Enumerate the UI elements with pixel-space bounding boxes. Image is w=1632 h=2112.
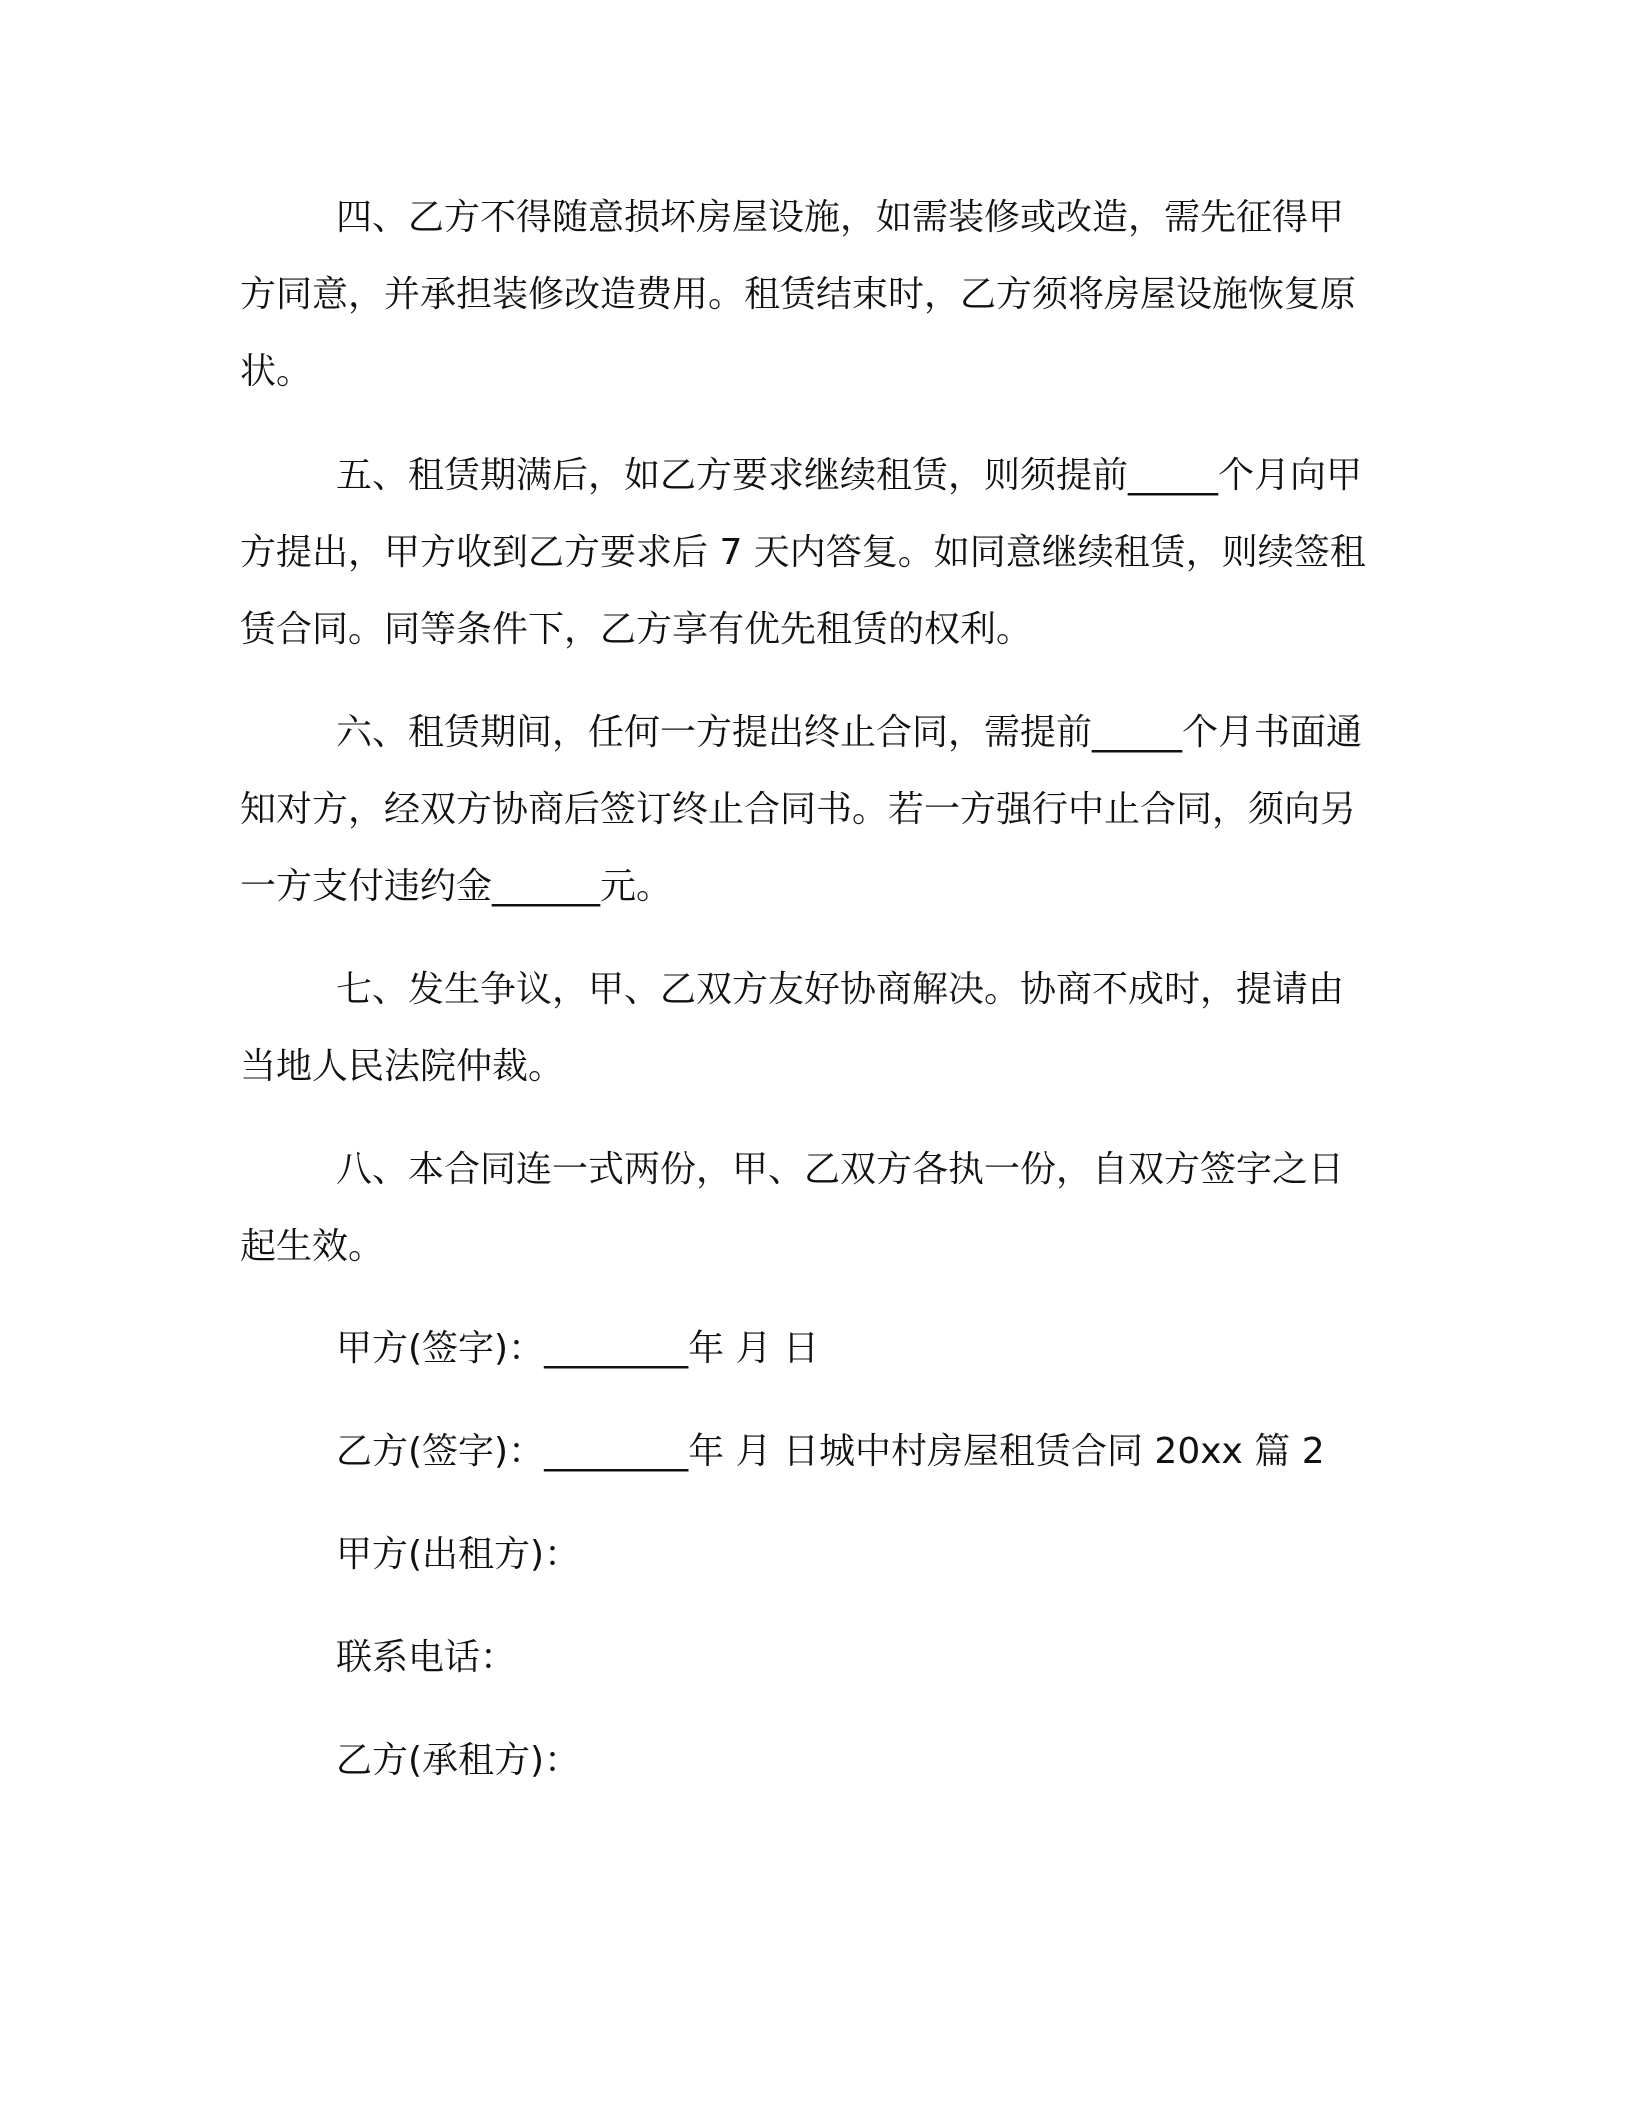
party-a-signature-line: 甲方(签字)：________年 月 日 xyxy=(336,1328,819,1369)
clause-8-paragraph: 八、本合同连一式两份，甲、乙双方各执一份，自双方签字之日起生效。 xyxy=(240,1149,1345,1267)
clause-4-paragraph: 四、乙方不得随意损坏房屋设施，如需装修或改造，需先征得甲方同意，并承担装修改造费用。租赁结束时，乙方须将房屋设施恢复原状。 xyxy=(240,197,1357,392)
clause-7-paragraph: 七、发生争议，甲、乙双方友好协商解决。协商不成时，提请由当地人民法院仲裁。 xyxy=(240,969,1345,1087)
contact-phone-line: 联系电话： xyxy=(336,1637,517,1678)
party-b-signature-line: 乙方(签字)：________年 月 日城中村房屋租赁合同 20xx 篇 2 xyxy=(336,1431,1325,1472)
party-a-lessor-line: 甲方(出租方)： xyxy=(336,1534,581,1575)
clause-6-paragraph: 六、租赁期间，任何一方提出终止合同，需提前_____个月书面通知对方，经双方协商后签订终止合同书。若一方强行中止合同，须向另一方支付违约金______元。 xyxy=(240,712,1363,907)
clause-5-paragraph: 五、租赁期满后，如乙方要求继续租赁，则须提前_____个月向甲方提出，甲方收到乙方要求后 7 天内答复。如同意继续租赁，则续签租赁合同。同等条件下，乙方享有优先租赁的权利。 xyxy=(240,455,1366,650)
party-b-lessee-line: 乙方(承租方)： xyxy=(336,1740,581,1781)
